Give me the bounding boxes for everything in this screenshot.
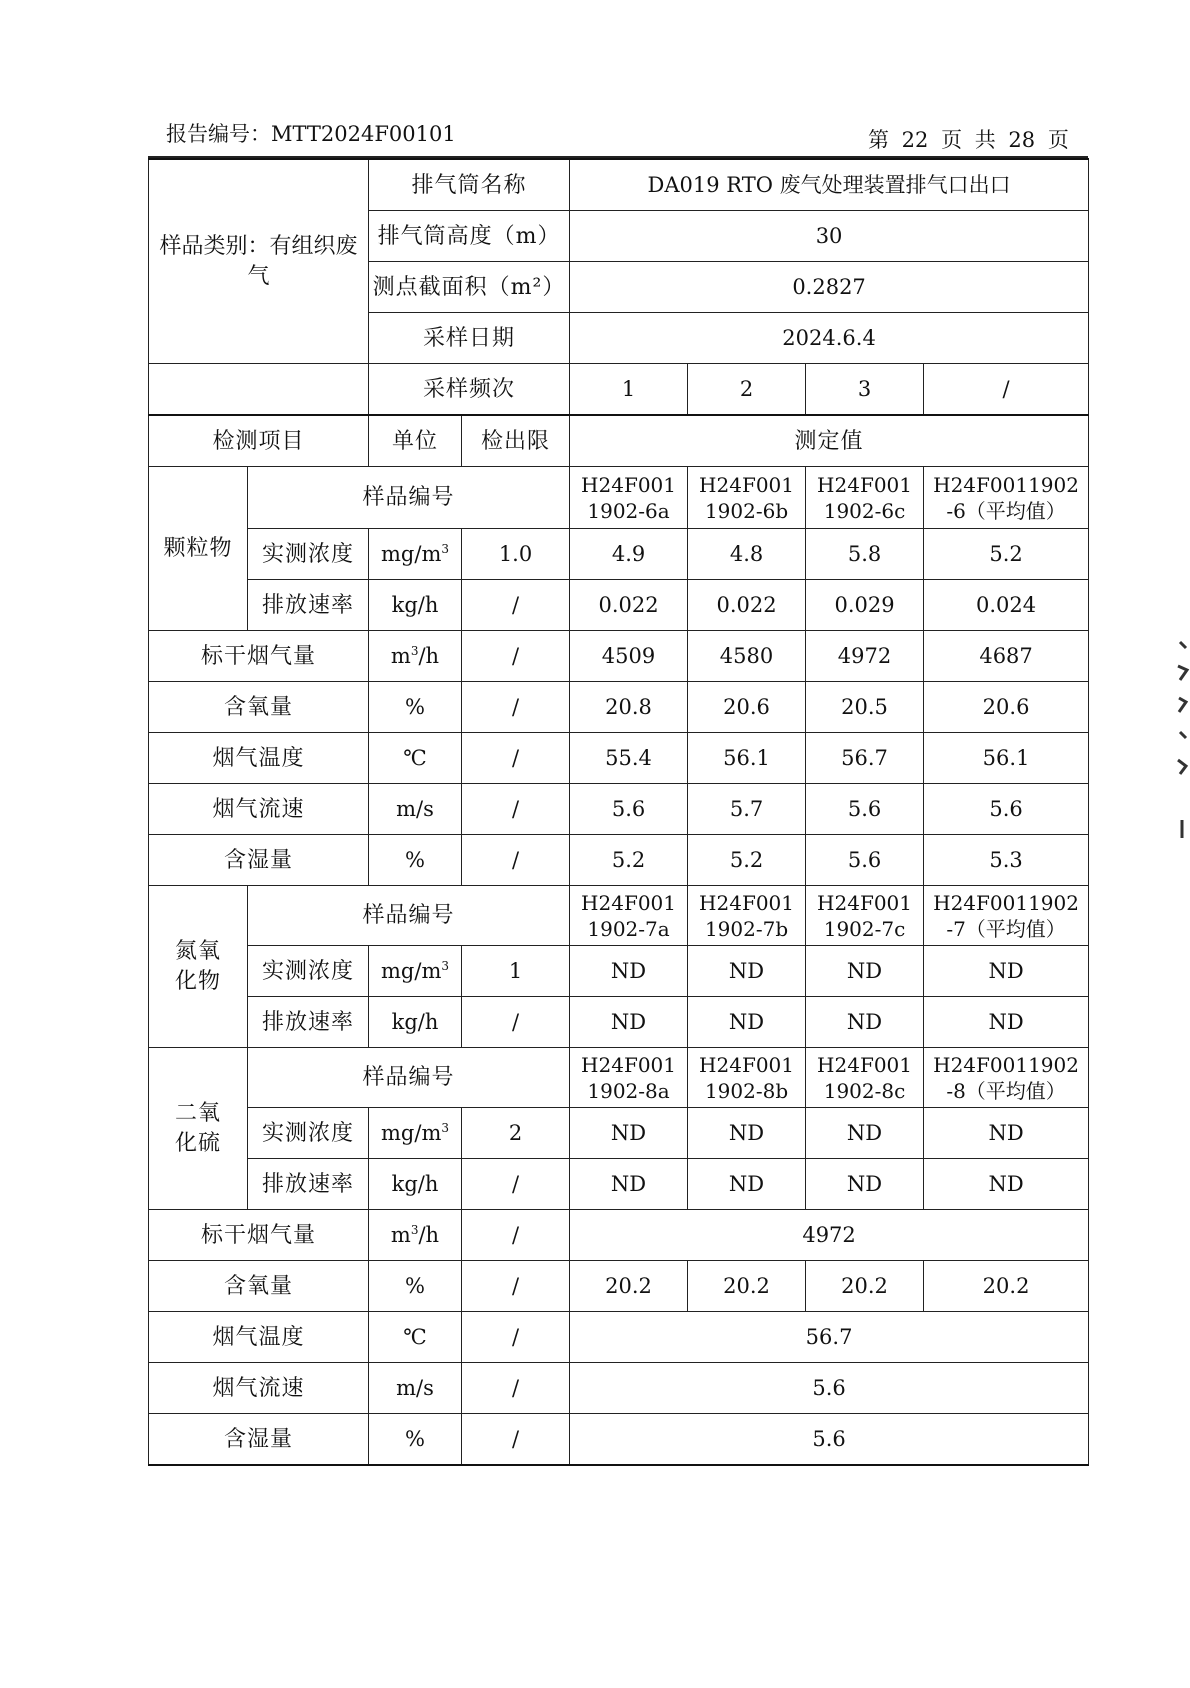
unit-cell: $mg/m^3$ <box>369 946 462 997</box>
sample-number: H24F001 1902-7a <box>570 886 688 946</box>
frequency-cell: 2 <box>688 364 806 416</box>
measured-conc-label: 实测浓度 <box>248 946 369 997</box>
limit-cell: 2 <box>462 1108 570 1159</box>
value-cell: 56.7 <box>806 733 924 784</box>
value-cell: 20.2 <box>688 1261 806 1312</box>
report-number: 报告编号：MTT2024F00101 <box>166 122 456 146</box>
value-cell: 20.2 <box>924 1261 1089 1312</box>
value-cell: 5.6 <box>806 835 924 886</box>
so2-name: 二氧化硫 <box>149 1048 248 1210</box>
unit-cell: m/s <box>369 784 462 835</box>
frequency-cell: / <box>924 364 1089 416</box>
unit-cell: kg/h <box>369 580 462 631</box>
value-cell: ND <box>570 1159 688 1210</box>
value-cell: 20.6 <box>688 682 806 733</box>
unit-cell: ℃ <box>369 1312 462 1363</box>
frequency-cell: 1 <box>570 364 688 416</box>
unit-cell: $m^3/h$ <box>369 1210 462 1261</box>
value-cell: ND <box>924 1108 1089 1159</box>
value-cell: 20.8 <box>570 682 688 733</box>
monitoring-results-table <box>148 158 1089 1466</box>
value-cell: ND <box>688 1108 806 1159</box>
value-cell: 5.2 <box>570 835 688 886</box>
value-cell: 0.029 <box>806 580 924 631</box>
value-cell: ND <box>924 1159 1089 1210</box>
sample-number: H24F001 1902-7b <box>688 886 806 946</box>
col-header-limit: 检出限 <box>462 415 570 467</box>
sample-number-label: 样品编号 <box>248 1048 570 1108</box>
value-cell: 4509 <box>570 631 688 682</box>
limit-cell: / <box>462 1159 570 1210</box>
sample-number-label: 样品编号 <box>248 886 570 946</box>
limit-cell: / <box>462 682 570 733</box>
param-label: 标干烟气量 <box>149 631 369 682</box>
value-cell: 5.6 <box>570 1414 1089 1466</box>
unit-cell: $mg/m^3$ <box>369 1108 462 1159</box>
page-info: 第 22 页 共 28 页 <box>868 128 1069 152</box>
stack-name-label: 排气筒名称 <box>369 159 570 211</box>
limit-cell: / <box>462 784 570 835</box>
param-label: 含湿量 <box>149 835 369 886</box>
limit-cell: / <box>462 835 570 886</box>
value-cell: 20.6 <box>924 682 1089 733</box>
measured-conc-label: 实测浓度 <box>248 529 369 580</box>
value-cell: ND <box>806 1159 924 1210</box>
col-header-value: 测定值 <box>570 415 1089 467</box>
value-cell: ND <box>688 997 806 1048</box>
sample-number: H24F001 1902-7c <box>806 886 924 946</box>
limit-cell: / <box>462 733 570 784</box>
value-cell: 5.8 <box>806 529 924 580</box>
value-cell: 5.7 <box>688 784 806 835</box>
col-header-item: 检测项目 <box>149 415 369 467</box>
value-cell: 4972 <box>806 631 924 682</box>
value-cell: ND <box>924 946 1089 997</box>
stack-height-label: 排气筒高度（m） <box>369 211 570 262</box>
value-cell: 55.4 <box>570 733 688 784</box>
value-cell: 56.1 <box>924 733 1089 784</box>
value-cell: 20.2 <box>570 1261 688 1312</box>
value-cell: ND <box>806 946 924 997</box>
param-label: 烟气温度 <box>149 733 369 784</box>
limit-cell: / <box>462 997 570 1048</box>
param-label: 烟气流速 <box>149 784 369 835</box>
sampling-date-label: 采样日期 <box>369 313 570 364</box>
emission-rate-label: 排放速率 <box>248 580 369 631</box>
sampling-frequency-label: 采样频次 <box>369 364 570 416</box>
stack-name-value: DA019 RTO 废气处理装置排气口出口 <box>570 159 1089 211</box>
value-cell: ND <box>688 946 806 997</box>
limit-cell: / <box>462 1261 570 1312</box>
limit-cell: / <box>462 580 570 631</box>
param-label: 含氧量 <box>149 1261 369 1312</box>
sample-number-label: 样品编号 <box>248 467 570 529</box>
value-cell: 4.8 <box>688 529 806 580</box>
unit-cell: % <box>369 835 462 886</box>
unit-cell: % <box>369 1261 462 1312</box>
value-cell: 56.7 <box>570 1312 1089 1363</box>
frequency-cell: 3 <box>806 364 924 416</box>
limit-cell: 1 <box>462 946 570 997</box>
value-cell: ND <box>570 997 688 1048</box>
sample-number: H24F001 1902-6a <box>570 467 688 529</box>
limit-cell: / <box>462 1414 570 1466</box>
value-cell: 5.6 <box>570 1363 1089 1414</box>
unit-cell: % <box>369 682 462 733</box>
unit-cell: kg/h <box>369 997 462 1048</box>
value-cell: 5.2 <box>688 835 806 886</box>
nox-name: 氮氧化物 <box>149 886 248 1048</box>
value-cell: ND <box>570 1108 688 1159</box>
param-label: 烟气温度 <box>149 1312 369 1363</box>
unit-cell: % <box>369 1414 462 1466</box>
limit-cell: / <box>462 1363 570 1414</box>
value-cell: 56.1 <box>688 733 806 784</box>
unit-cell: m/s <box>369 1363 462 1414</box>
value-cell: 4580 <box>688 631 806 682</box>
particulate-name: 颗粒物 <box>149 467 248 631</box>
value-cell: 20.5 <box>806 682 924 733</box>
unit-cell: kg/h <box>369 1159 462 1210</box>
value-cell: 5.2 <box>924 529 1089 580</box>
limit-cell: / <box>462 1210 570 1261</box>
value-cell: 5.6 <box>806 784 924 835</box>
value-cell: ND <box>570 946 688 997</box>
binding-stamp-mark <box>1174 640 1190 850</box>
value-cell: 5.3 <box>924 835 1089 886</box>
value-cell: ND <box>924 997 1089 1048</box>
value-cell: 4687 <box>924 631 1089 682</box>
sample-number: H24F001 1902-6c <box>806 467 924 529</box>
sample-number: H24F0011902 -7（平均值） <box>924 886 1089 946</box>
limit-cell: 1.0 <box>462 529 570 580</box>
unit-cell: $m^3/h$ <box>369 631 462 682</box>
value-cell: 5.6 <box>570 784 688 835</box>
param-label: 含氧量 <box>149 682 369 733</box>
value-cell: 4972 <box>570 1210 1089 1261</box>
value-cell: ND <box>688 1159 806 1210</box>
unit-cell: ℃ <box>369 733 462 784</box>
param-label: 含湿量 <box>149 1414 369 1466</box>
emission-rate-label: 排放速率 <box>248 997 369 1048</box>
sample-number: H24F0011902 -8（平均值） <box>924 1048 1089 1108</box>
limit-cell: / <box>462 631 570 682</box>
value-cell: 0.024 <box>924 580 1089 631</box>
value-cell: ND <box>806 1108 924 1159</box>
section-area-label: 测点截面积（m²） <box>369 262 570 313</box>
stack-height-value: 30 <box>570 211 1089 262</box>
section-area-value: 0.2827 <box>570 262 1089 313</box>
unit-cell: $mg/m^3$ <box>369 529 462 580</box>
param-label: 烟气流速 <box>149 1363 369 1414</box>
sample-type-cell: 样品类别：有组织废气 <box>149 159 369 364</box>
measured-conc-label: 实测浓度 <box>248 1108 369 1159</box>
param-label: 标干烟气量 <box>149 1210 369 1261</box>
value-cell: 4.9 <box>570 529 688 580</box>
sampling-date-value: 2024.6.4 <box>570 313 1089 364</box>
sample-number: H24F001 1902-6b <box>688 467 806 529</box>
sample-number: H24F0011902 -6（平均值） <box>924 467 1089 529</box>
value-cell: 5.6 <box>924 784 1089 835</box>
limit-cell: / <box>462 1312 570 1363</box>
blank-cell <box>149 364 369 416</box>
emission-rate-label: 排放速率 <box>248 1159 369 1210</box>
sample-number: H24F001 1902-8b <box>688 1048 806 1108</box>
col-header-unit: 单位 <box>369 415 462 467</box>
value-cell: ND <box>806 997 924 1048</box>
value-cell: 0.022 <box>688 580 806 631</box>
value-cell: 20.2 <box>806 1261 924 1312</box>
value-cell: 0.022 <box>570 580 688 631</box>
sample-number: H24F001 1902-8c <box>806 1048 924 1108</box>
sample-number: H24F001 1902-8a <box>570 1048 688 1108</box>
